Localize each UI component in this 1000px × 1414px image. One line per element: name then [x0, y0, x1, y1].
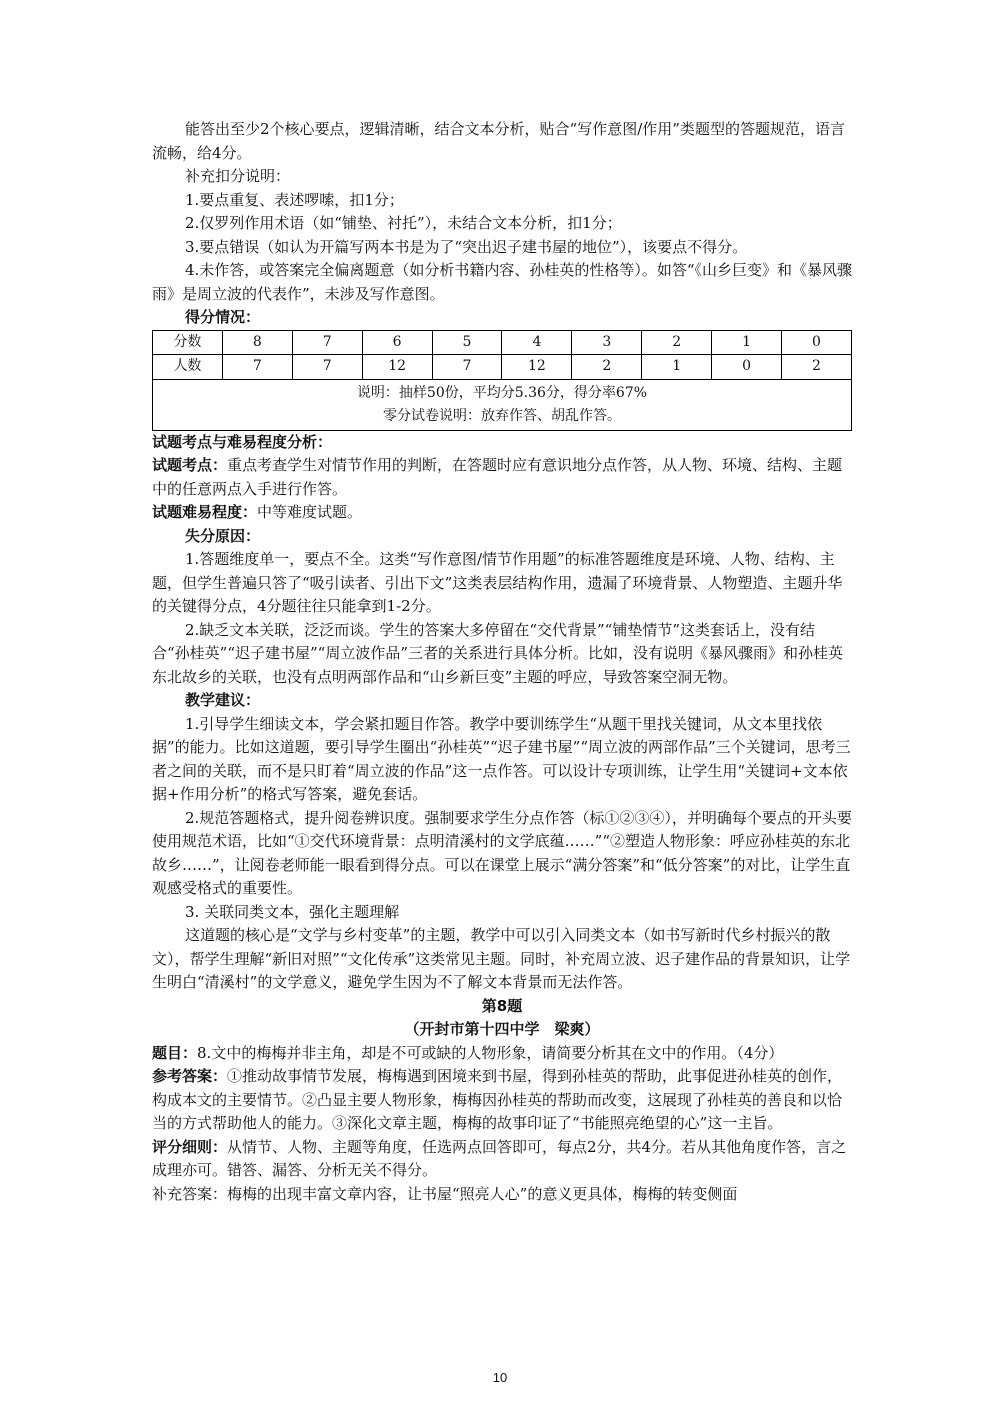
- table-cell: 12: [502, 355, 572, 380]
- table-cell: 1: [712, 330, 782, 355]
- document-page: [152, 118, 852, 1206]
- table-row: [153, 330, 852, 355]
- rule-text: 从情节、人物、主题等角度，任选两点回答即可，每点2分，共4分。若从其他角度作答，言之成理亦可。错答、漏答、分析无关不得分。: [152, 1137, 847, 1179]
- table-header-cell: 分数: [153, 330, 223, 355]
- answer-text: ①推动故事情节发展，梅梅遇到困境来到书屋，得到孙桂英的帮助，此事促进孙桂英的创作，构成本文的主要情节。②凸显主要人物形象，梅梅因孙桂英的帮助而改变，这展现了孙桂英的善良和以恰当的方式帮助他人的能力。③深化文章主题，梅梅的故事印证了“书能照亮绝望的心”这一主旨。: [152, 1067, 843, 1132]
- table-cell: 6: [362, 330, 432, 355]
- table-cell: 4: [502, 330, 572, 355]
- exam-point-text: 重点考查学生对情节作用的判断，在答题时应有意识地分点作答，从人物、环境、结构、主题中的任意两点入手进行作答。: [152, 456, 843, 498]
- deduction-item: 3.要点错误（如认为开篇写两本书是为了“突出迟子建书屋的地位”），该要点不得分。: [185, 237, 748, 256]
- table-cell: 2: [572, 355, 642, 380]
- rule-paragraph: [152, 1136, 852, 1183]
- question-paragraph: [152, 1042, 852, 1066]
- table-cell: 12: [362, 355, 432, 380]
- table-cell: 5: [432, 330, 502, 355]
- analysis-title: 试题考点与难易程度分析：: [152, 432, 333, 451]
- question-label: 题目：: [152, 1043, 198, 1062]
- advice-item: 1.引导学生细读文本，学会紧扣题目作答。教学中要训练学生“从题干里找关键词，从文本里找依据”的能力。比如这道题，要引导学生圈出“孙桂英”“迟子建书屋”“周立波的两部作品”三个关键词，思考三者之间的关联，而不是只盯着“周立波的作品”这一点作答。可以设计专项训练，让学生用“关键词+文本依据+作用分析”的格式写答案，避免套话。: [152, 714, 851, 803]
- table-row: [153, 355, 852, 380]
- advice-item: 3. 关联同类文本，强化主题理解: [185, 902, 400, 921]
- criteria-text: 能答出至少2个核心要点，逻辑清晰，结合文本分析，贴合“写作意图/作用”类题型的答题规范，语言流畅，给4分。: [152, 120, 845, 162]
- deduction-item: 1.要点重复、表述啰嗦，扣1分；: [185, 190, 404, 209]
- exam-point-paragraph: [152, 454, 852, 501]
- difficulty-text: 中等难度试题。: [257, 503, 363, 521]
- question-text: 8.文中的梅梅并非主角，却是不可或缺的人物形象，请简要分析其在文中的作用。（4分）: [197, 1043, 784, 1062]
- score-section-title: 得分情况：: [185, 308, 261, 326]
- table-cell: 7: [432, 355, 502, 380]
- table-cell: 7: [292, 355, 362, 380]
- advice-item: 这道题的核心是“文学与乡村变革”的主题，教学中可以引入同类文本（如书写新时代乡村振兴的散文），帮学生理解“新旧对照”“文化传承”这类常见主题。同时，补充周立波、迟子建作品的背景知识，让学生明白“清溪村”的文学意义，避免学生因为不了解文本背景而无法作答。: [152, 926, 851, 991]
- supp-answer-label: 补充答案：: [152, 1184, 228, 1203]
- table-header-cell: 人数: [153, 355, 223, 380]
- table-cell: 7: [222, 355, 292, 380]
- table-cell: 2: [782, 355, 852, 380]
- table-cell: 1: [642, 355, 712, 380]
- deduction-item: 2.仅罗列作用术语（如“铺垫、衬托”），未结合文本分析，扣1分；: [185, 214, 622, 232]
- advice-item: 2.规范答题格式，提升阅卷辨识度。强制要求学生分点作答（标①②③④），并明确每个要点的开头要使用规范术语，比如“①交代环境背景：点明清溪村的文学底蕴……”“②塑造人物形象：呼应孙桂英的东北故乡……”，让阅卷老师能一眼看到得分点。可以在课堂上展示“满分答案”和“低分答案”的对比，让学生直观感受格式的重要性。: [152, 808, 852, 897]
- table-cell: 0: [712, 355, 782, 380]
- question-heading: 第8题: [481, 996, 523, 1015]
- loss-reason-title: 失分原因：: [185, 526, 261, 545]
- table-cell: 8: [222, 330, 292, 355]
- exam-point-label: 试题考点：: [152, 456, 228, 474]
- supp-deduction-title: 补充扣分说明：: [185, 167, 291, 185]
- teaching-advice-title: 教学建议：: [185, 691, 261, 709]
- supp-answer-paragraph: [152, 1183, 852, 1207]
- difficulty-label: 试题难易程度：: [152, 503, 258, 521]
- difficulty-paragraph: [152, 501, 852, 525]
- rule-label: 评分细则：: [152, 1137, 228, 1156]
- deduction-item: 4.未作答，或答案完全偏离题意（如分析书籍内容、孙桂英的性格等）。如答“《山乡巨变》和《暴风骤雨》是周立波的代表作”，未涉及写作意图。: [152, 261, 852, 303]
- supp-answer-text: 梅梅的出现丰富文章内容，让书屋“照亮人心”的意义更具体，梅梅的转变侧面: [227, 1184, 738, 1203]
- table-cell: 3: [572, 330, 642, 355]
- score-table: [152, 330, 852, 431]
- answer-paragraph: [152, 1065, 852, 1136]
- question-author: （开封市第十四中学 梁爽）: [404, 1020, 600, 1038]
- sample-note: 说明：抽样50份，平均分5.36分，得分率67%: [356, 384, 648, 401]
- loss-reason-item: 2.缺乏文本关联，泛泛而谈。学生的答案大多停留在“交代背景”“铺垫情节”这类套话上，没有结合“孙桂英”“迟子建书屋”“周立波作品”三者的关系进行具体分析。比如，没有说明《暴风骤雨》和孙桂英东北故乡的关联，也没有点明两部作品和“山乡新巨变”主题的呼应，导致答案空洞无物。: [152, 620, 844, 686]
- table-cell: 2: [642, 330, 712, 355]
- table-cell: 0: [782, 330, 852, 355]
- zero-score-note: 零分试卷说明：放弃作答、胡乱作答。: [383, 407, 621, 424]
- table-cell: 7: [292, 330, 362, 355]
- loss-reason-item: 1.答题维度单一，要点不全。这类“写作意图/情节作用题”的标准答题维度是环境、人物、结构、主题，但学生普遍只答了“吸引读者、引出下文”这类表层结构作用，遗漏了环境背景、人物塑造、主题升华的关键得分点，4分题往往只能拿到1-2分。: [152, 550, 843, 615]
- page-number: 10: [492, 1370, 508, 1385]
- answer-label: 参考答案：: [152, 1067, 228, 1085]
- table-row: [153, 379, 852, 430]
- table-note-cell: [153, 379, 852, 430]
